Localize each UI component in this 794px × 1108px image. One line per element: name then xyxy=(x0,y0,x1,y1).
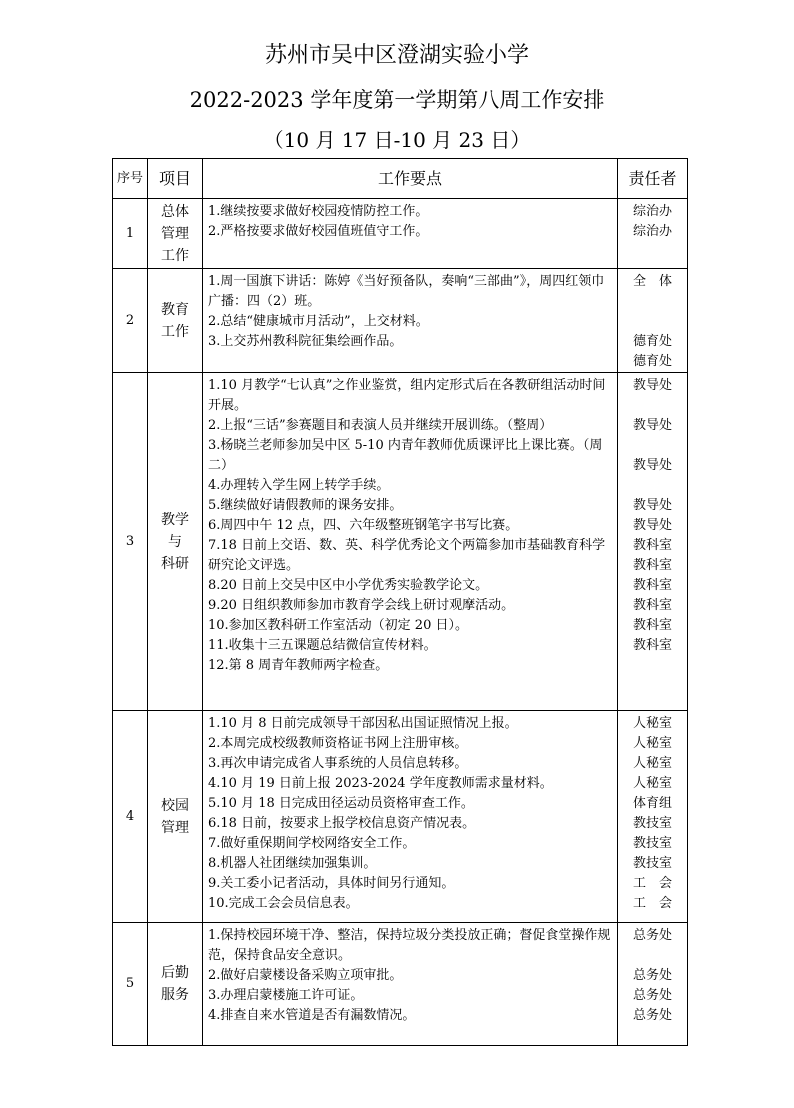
work-item: 5.10 月 18 日完成田径运动员资格审查工作。 xyxy=(208,796,474,811)
project-line: 管理 xyxy=(161,225,189,242)
date-range: （10 月 17 日-10 月 23 日） xyxy=(263,128,531,152)
responsible-unit: 教科室 xyxy=(632,638,672,653)
responsible-unit: 人秘室 xyxy=(632,776,672,791)
work-item: 1.10 月 8 日前完成领导干部因私出国证照情况上报。 xyxy=(208,716,518,731)
responsible-unit xyxy=(618,436,687,456)
work-item: 7.做好重保期间学校网络安全工作。 xyxy=(208,836,416,851)
project-line: 工作 xyxy=(161,247,189,264)
project-line: 工作 xyxy=(161,323,189,340)
row-project xyxy=(148,711,203,923)
project-line: 管理 xyxy=(161,819,189,836)
responsible-unit: 教导处 xyxy=(632,418,672,433)
work-item: 1.继续按要求做好校园疫情防控工作。 xyxy=(208,204,429,219)
responsible-unit: 人秘室 xyxy=(632,716,672,731)
row-seq: 5 xyxy=(113,923,148,1046)
header-content: 工作要点 xyxy=(203,159,618,199)
project-line: 教学 xyxy=(161,511,189,528)
project-line: 教育 xyxy=(161,301,189,318)
header-seq: 序号 xyxy=(113,159,148,199)
responsible-unit: 德育处 xyxy=(632,354,672,369)
responsible-unit: 全 体 xyxy=(632,274,672,289)
row-responsible xyxy=(618,199,688,269)
row-items xyxy=(203,711,618,923)
responsible-unit: 教导处 xyxy=(632,498,672,513)
row-project xyxy=(148,199,203,269)
project-line: 校园 xyxy=(161,797,189,814)
responsible-unit: 总务处 xyxy=(632,968,672,983)
row-project xyxy=(148,373,203,711)
work-item: 2.做好启蒙楼设备采购立项审批。 xyxy=(208,968,403,983)
table-row xyxy=(113,199,688,269)
project-line: 与 xyxy=(168,533,182,550)
project-line: 科研 xyxy=(161,555,189,572)
work-item: 4.10 月 19 日前上报 2023-2024 学年度教师需求量材料。 xyxy=(208,776,553,791)
work-item: 9.20 日组织教师参加市教育学会线上研讨观摩活动。 xyxy=(208,598,515,613)
work-item: 9.关工委小记者活动，具体时间另行通知。 xyxy=(208,876,455,891)
work-item: 4.办理转入学生网上转学手续。 xyxy=(208,478,390,493)
responsible-unit: 工 会 xyxy=(632,896,672,911)
work-item: 11.收集十三五课题总结微信宣传材料。 xyxy=(208,638,437,653)
responsible-unit: 人秘室 xyxy=(632,736,672,751)
header-row xyxy=(113,159,688,199)
table-row xyxy=(113,711,688,923)
responsible-unit xyxy=(618,396,687,416)
work-item: 1.周一国旗下讲话：陈婷《当好预备队，奏响“三部曲”》，周四红领巾广播：四（2）班。 xyxy=(208,274,605,309)
table-row xyxy=(113,373,688,711)
responsible-unit: 综治办 xyxy=(632,224,672,239)
work-item: 10.参加区教科研工作室活动（初定 20 日）。 xyxy=(208,618,468,633)
row-responsible xyxy=(618,923,688,1046)
table-row xyxy=(113,923,688,1046)
row-responsible xyxy=(618,269,688,373)
responsible-unit: 教技室 xyxy=(632,856,672,871)
responsible-unit: 教科室 xyxy=(632,618,672,633)
responsible-unit: 总务处 xyxy=(632,1008,672,1023)
responsible-unit: 教导处 xyxy=(632,378,672,393)
work-item: 12.第 8 周青年教师两字检查。 xyxy=(208,658,389,673)
work-item: 2.本周完成校级教师资格证书网上注册审核。 xyxy=(208,736,468,751)
work-item: 10.完成工会会员信息表。 xyxy=(208,896,359,911)
responsible-unit: 教科室 xyxy=(632,538,672,553)
responsible-unit: 总务处 xyxy=(632,988,672,1003)
responsible-unit: 体育组 xyxy=(632,796,672,811)
row-seq: 2 xyxy=(113,269,148,373)
project-line: 后勤 xyxy=(161,965,189,981)
work-item: 3.再次申请完成省人事系统的人员信息转移。 xyxy=(208,756,468,771)
header-project: 项目 xyxy=(148,159,203,199)
responsible-unit: 德育处 xyxy=(632,334,672,349)
work-item: 1.保持校园环境干净、整洁，保持垃圾分类投放正确；督促食堂操作规范，保持食品安全意识。 xyxy=(208,928,611,963)
work-item: 6.周四中午 12 点，四、六年级整班钢笔字书写比赛。 xyxy=(208,518,519,533)
header-resp: 责任者 xyxy=(618,159,688,199)
responsible-unit xyxy=(618,292,687,312)
row-seq: 1 xyxy=(113,199,148,269)
row-project xyxy=(148,269,203,373)
work-item: 5.继续做好请假教师的课务安排。 xyxy=(208,498,403,513)
responsible-unit: 人秘室 xyxy=(632,756,672,771)
schedule-subtitle: 2022-2023 学年度第一学期第八周工作安排 xyxy=(189,88,605,112)
row-seq: 4 xyxy=(113,711,148,923)
row-project xyxy=(148,923,203,1046)
responsible-unit xyxy=(618,312,687,332)
work-item: 8.20 日前上交吴中区中小学优秀实验教学论文。 xyxy=(208,578,489,593)
responsible-unit: 教科室 xyxy=(632,598,672,613)
responsible-unit: 教技室 xyxy=(632,816,672,831)
row-seq: 3 xyxy=(113,373,148,711)
work-item: 8.机器人社团继续加强集训。 xyxy=(208,856,377,871)
responsible-unit: 总务处 xyxy=(632,928,672,943)
row-responsible xyxy=(618,373,688,711)
work-item: 7.18 日前上交语、数、英、科学优秀论文个两篇参加市基础教育科学研究论文评选。 xyxy=(208,538,606,573)
school-title: 苏州市吴中区澄湖实验小学 xyxy=(264,43,529,68)
responsible-unit xyxy=(618,946,687,966)
responsible-unit: 教科室 xyxy=(632,578,672,593)
row-items xyxy=(203,373,618,711)
work-item: 3.上交苏州教科院征集绘画作品。 xyxy=(208,334,403,349)
work-item: 2.上报“三话”参赛题目和表演人员并继续开展训练。（整周） xyxy=(208,418,553,433)
row-items xyxy=(203,199,618,269)
work-item: 3.杨晓兰老师参加吴中区 5-10 内青年教师优质课评比上课比赛。（周二） xyxy=(208,438,603,473)
table-row xyxy=(113,269,688,373)
responsible-unit: 教导处 xyxy=(632,458,672,473)
responsible-unit: 综治办 xyxy=(632,204,672,219)
responsible-unit: 教技室 xyxy=(632,836,672,851)
responsible-unit: 教导处 xyxy=(632,518,672,533)
project-line: 服务 xyxy=(161,987,189,1003)
row-items xyxy=(203,269,618,373)
work-item: 4.排查自来水管道是否有漏数情况。 xyxy=(208,1008,416,1023)
responsible-unit xyxy=(618,476,687,496)
project-line: 总体 xyxy=(161,203,189,220)
responsible-unit: 教科室 xyxy=(632,558,672,573)
row-responsible xyxy=(618,711,688,923)
work-item: 6.18 日前，按要求上报学校信息资产情况表。 xyxy=(208,816,476,831)
work-item: 2.严格按要求做好校园值班值守工作。 xyxy=(208,224,429,239)
work-item: 2.总结“健康城市月活动”，上交材料。 xyxy=(208,314,429,329)
schedule-table xyxy=(112,158,688,1046)
work-item: 1.10 月教学“七认真”之作业鉴赏，组内定形式后在各教研组活动时间开展。 xyxy=(208,378,606,413)
row-items xyxy=(203,923,618,1046)
responsible-unit: 工 会 xyxy=(632,876,672,891)
work-item: 3.办理启蒙楼施工许可证。 xyxy=(208,988,364,1003)
